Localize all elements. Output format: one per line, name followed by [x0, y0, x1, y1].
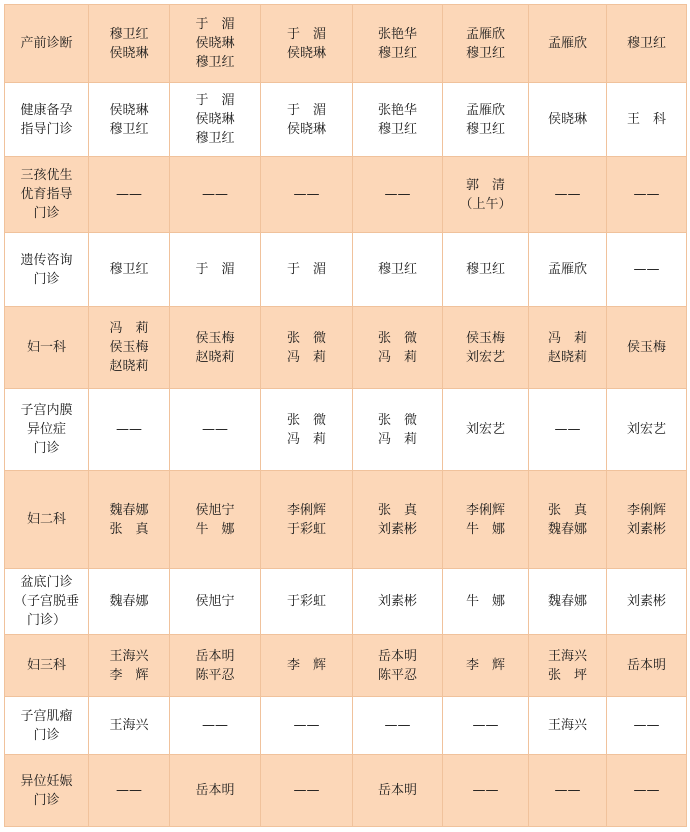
doctor-name: 岳本明 — [195, 648, 235, 664]
department-cell — [5, 307, 89, 389]
department-name: 三孩优生 — [20, 168, 73, 183]
schedule-cell — [353, 5, 443, 83]
doctor-name: 冯 莉 — [377, 431, 417, 447]
schedule-cell — [443, 83, 529, 157]
department-name: 妇三科 — [26, 658, 66, 673]
doctor-name: 穆卫红 — [109, 26, 149, 42]
doctor-name: 侯旭宁 — [195, 502, 235, 518]
schedule-cell — [607, 389, 687, 471]
empty-dash: —— — [202, 422, 228, 437]
schedule-cell — [89, 307, 170, 389]
schedule-cell — [529, 233, 607, 307]
schedule-cell — [443, 471, 529, 569]
schedule-cell — [443, 755, 529, 827]
doctor-name: 王 科 — [626, 112, 666, 127]
schedule-cell — [89, 471, 170, 569]
schedule-cell — [529, 5, 607, 83]
doctor-name: 牛 娜 — [195, 521, 235, 537]
schedule-cell — [353, 471, 443, 569]
doctor-name: 李俐辉 — [626, 502, 666, 518]
doctor-name: 穆卫红 — [465, 45, 505, 61]
doctor-name: 于 湄 — [195, 17, 235, 32]
schedule-cell — [89, 755, 170, 827]
department-name: 盆底门诊 — [20, 575, 73, 590]
schedule-cell — [353, 697, 443, 755]
doctor-name: 王海兴 — [547, 648, 587, 664]
schedule-cell — [89, 157, 170, 233]
schedule-cell — [353, 307, 443, 389]
doctor-name: 魏春娜 — [547, 521, 587, 537]
schedule-cell — [170, 697, 261, 755]
empty-dash: —— — [554, 422, 581, 437]
doctor-name: 孟雁欣 — [547, 262, 587, 277]
schedule-cell — [529, 307, 607, 389]
schedule-cell — [353, 635, 443, 697]
department-name: 指导门诊 — [20, 121, 73, 137]
schedule-cell — [261, 307, 353, 389]
schedule-cell — [529, 157, 607, 233]
department-name: 门诊 — [33, 727, 60, 743]
doctor-name: 孟雁欣 — [547, 36, 587, 51]
schedule-cell — [89, 389, 170, 471]
schedule-cell — [529, 471, 607, 569]
schedule-cell — [170, 307, 261, 389]
doctor-name: 张 微 — [377, 330, 417, 346]
department-cell — [5, 389, 89, 471]
schedule-cell — [353, 389, 443, 471]
doctor-name: 王海兴 — [547, 718, 587, 733]
department-cell — [5, 471, 89, 569]
table-row — [5, 307, 687, 389]
doctor-name: 张艳华 — [377, 26, 417, 42]
schedule-cell — [529, 755, 607, 827]
table-row — [5, 157, 687, 233]
table-row — [5, 389, 687, 471]
doctor-name: 张 坪 — [547, 667, 587, 683]
empty-dash: —— — [633, 262, 660, 277]
doctor-name: 陈平忍 — [377, 667, 417, 683]
department-name: 妇一科 — [26, 340, 66, 355]
doctor-name: 冯 莉 — [286, 431, 326, 447]
doctor-name: 穆卫红 — [465, 121, 505, 137]
doctor-name: 刘素彬 — [377, 594, 417, 609]
doctor-name: 张 微 — [377, 412, 417, 428]
department-cell — [5, 83, 89, 157]
schedule-cell — [607, 157, 687, 233]
schedule-cell — [261, 5, 353, 83]
department-cell — [5, 233, 89, 307]
empty-dash: —— — [633, 718, 660, 733]
doctor-name: 魏春娜 — [109, 594, 149, 609]
schedule-cell — [529, 569, 607, 635]
department-cell — [5, 755, 89, 827]
doctor-name: 于 湄 — [195, 93, 235, 108]
doctor-name: 魏春娜 — [547, 594, 587, 609]
schedule-cell — [89, 83, 170, 157]
schedule-cell — [261, 157, 353, 233]
doctor-name: 李俐辉 — [465, 502, 505, 518]
doctor-name: 张 真 — [109, 521, 149, 537]
schedule-cell — [607, 635, 687, 697]
schedule-cell — [607, 5, 687, 83]
schedule-cell — [170, 471, 261, 569]
schedule-cell — [261, 635, 353, 697]
department-cell — [5, 697, 89, 755]
doctor-name: 刘素彬 — [626, 594, 666, 609]
department-name: 子宫内膜 — [20, 403, 73, 418]
doctor-name: 于彩虹 — [286, 594, 326, 609]
table-row — [5, 697, 687, 755]
schedule-cell — [353, 157, 443, 233]
doctor-name: 郭 清 — [465, 177, 505, 193]
doctor-name: 刘宏艺 — [465, 422, 505, 437]
schedule-cell — [443, 569, 529, 635]
department-name: 门诊 — [33, 792, 60, 808]
schedule-cell — [607, 755, 687, 827]
empty-dash: —— — [384, 718, 411, 733]
schedule-cell — [261, 83, 353, 157]
schedule-cell — [529, 697, 607, 755]
schedule-cell — [89, 233, 170, 307]
department-name: 门诊 — [33, 271, 60, 287]
schedule-cell — [89, 569, 170, 635]
schedule-cell — [443, 157, 529, 233]
doctor-name: 侯晓琳 — [286, 121, 326, 137]
doctor-name: 王海兴 — [109, 718, 149, 733]
empty-dash: —— — [554, 187, 581, 202]
doctor-name: 侯晓琳 — [286, 45, 326, 61]
doctor-name: 岳本明 — [377, 648, 417, 664]
doctor-name: 张 真 — [377, 502, 417, 518]
doctor-name: 孟雁欣 — [465, 102, 505, 118]
schedule-cell — [261, 569, 353, 635]
doctor-name: 牛 娜 — [465, 594, 505, 609]
doctor-name: 岳本明 — [626, 658, 666, 673]
doctor-name: 侯玉梅 — [195, 330, 235, 346]
empty-dash: —— — [202, 718, 228, 733]
empty-dash: —— — [293, 783, 320, 798]
empty-dash: —— — [202, 187, 228, 202]
schedule-cell — [89, 5, 170, 83]
schedule-cell — [89, 635, 170, 697]
schedule-cell — [353, 755, 443, 827]
empty-dash: —— — [116, 422, 142, 437]
doctor-name: 穆卫红 — [377, 45, 417, 61]
doctor-name: 冯 莉 — [547, 330, 587, 346]
doctor-name: 刘素彬 — [377, 521, 417, 537]
doctor-name: 穆卫红 — [109, 262, 149, 277]
doctor-name: 岳本明 — [195, 783, 235, 798]
department-cell — [5, 157, 89, 233]
schedule-cell — [607, 307, 687, 389]
department-name: 门诊） — [26, 613, 66, 628]
doctor-name: 李 辉 — [109, 667, 149, 683]
doctor-name: 侯玉梅 — [109, 340, 149, 355]
schedule-cell — [261, 755, 353, 827]
schedule-cell — [607, 233, 687, 307]
doctor-name: 侯旭宁 — [195, 594, 235, 609]
table-row — [5, 5, 687, 83]
doctor-name: 张 微 — [286, 412, 326, 428]
department-name: （子宫脱垂 — [13, 594, 79, 609]
schedule-cell — [529, 389, 607, 471]
schedule-cell — [170, 755, 261, 827]
schedule-cell — [443, 307, 529, 389]
schedule-cell — [529, 635, 607, 697]
doctor-name: 牛 娜 — [465, 521, 505, 537]
empty-dash: —— — [293, 187, 320, 202]
schedule-cell — [170, 5, 261, 83]
schedule-cell — [170, 389, 261, 471]
department-cell — [5, 5, 89, 83]
doctor-name: 穆卫红 — [195, 131, 235, 146]
doctor-name: 刘宏艺 — [626, 422, 666, 437]
doctor-name: 穆卫红 — [465, 262, 505, 277]
schedule-cell — [261, 471, 353, 569]
schedule-cell — [443, 697, 529, 755]
doctor-name: 赵晓莉 — [547, 349, 587, 365]
schedule-cell — [353, 233, 443, 307]
doctor-name: 侯玉梅 — [626, 340, 666, 355]
doctor-name: 于 湄 — [195, 262, 235, 277]
schedule-cell — [443, 233, 529, 307]
department-name: 门诊 — [33, 206, 60, 221]
department-name: 门诊 — [33, 441, 60, 456]
doctor-name: 张 真 — [547, 502, 587, 518]
department-name: 遗传咨询 — [20, 252, 73, 268]
empty-dash: —— — [633, 783, 660, 798]
schedule-cell — [170, 83, 261, 157]
doctor-name: 穆卫红 — [109, 121, 149, 137]
table-row — [5, 635, 687, 697]
doctor-name: 穆卫红 — [377, 121, 417, 137]
schedule-cell — [261, 389, 353, 471]
doctor-name: 刘宏艺 — [465, 349, 505, 365]
doctor-name: 陈平忍 — [195, 667, 235, 683]
doctor-name: 冯 莉 — [377, 349, 417, 365]
doctor-name: 侯晓琳 — [195, 36, 235, 51]
doctor-name: 王海兴 — [109, 648, 149, 664]
doctor-name: 孟雁欣 — [465, 26, 505, 42]
department-name: 产前诊断 — [20, 36, 73, 51]
doctor-name: 刘素彬 — [626, 521, 666, 537]
doctor-name: 冯 莉 — [109, 321, 149, 336]
schedule-cell — [353, 569, 443, 635]
empty-dash: —— — [384, 187, 411, 202]
empty-dash: —— — [116, 187, 142, 202]
empty-dash: —— — [633, 187, 660, 202]
doctor-name: 赵晓莉 — [109, 359, 149, 374]
doctor-name: 于彩虹 — [286, 521, 326, 537]
schedule-cell — [443, 5, 529, 83]
schedule-sheet — [4, 4, 687, 827]
schedule-cell — [443, 389, 529, 471]
schedule-body — [5, 5, 687, 827]
schedule-cell — [529, 83, 607, 157]
doctor-name: 于 湄 — [286, 26, 326, 42]
schedule-cell — [353, 83, 443, 157]
doctor-name: 魏春娜 — [109, 502, 149, 518]
empty-dash: —— — [116, 783, 142, 798]
department-name: 异位妊娠 — [20, 773, 73, 789]
clinic-schedule-table — [4, 4, 687, 827]
doctor-name: 侯玉梅 — [465, 330, 505, 346]
doctor-name: 李 辉 — [286, 658, 326, 673]
schedule-cell — [443, 635, 529, 697]
empty-dash: —— — [472, 783, 499, 798]
department-name: 健康备孕 — [20, 102, 73, 118]
schedule-cell — [261, 697, 353, 755]
department-name: 优育指导 — [20, 187, 73, 202]
table-row — [5, 755, 687, 827]
schedule-cell — [89, 697, 170, 755]
table-row — [5, 471, 687, 569]
schedule-cell — [170, 157, 261, 233]
doctor-name: 穆卫红 — [377, 262, 417, 277]
doctor-name: 侯晓琳 — [547, 112, 587, 127]
schedule-cell — [607, 83, 687, 157]
schedule-cell — [170, 569, 261, 635]
doctor-name: 张 微 — [286, 330, 326, 346]
doctor-name: 侯晓琳 — [195, 112, 235, 127]
schedule-cell — [261, 233, 353, 307]
doctor-name: 侯晓琳 — [109, 45, 149, 61]
department-cell — [5, 635, 89, 697]
schedule-cell — [607, 471, 687, 569]
doctor-name: 冯 莉 — [286, 349, 326, 365]
doctor-name: 张艳华 — [377, 102, 417, 118]
doctor-name: 于 湄 — [286, 262, 326, 277]
table-row — [5, 233, 687, 307]
doctor-name: （上午） — [459, 196, 512, 212]
empty-dash: —— — [472, 718, 499, 733]
table-row — [5, 569, 687, 635]
doctor-name: 侯晓琳 — [109, 102, 149, 118]
doctor-name: 穆卫红 — [195, 55, 235, 70]
doctor-name: 于 湄 — [286, 102, 326, 118]
doctor-name: 岳本明 — [377, 783, 417, 798]
department-name: 妇二科 — [26, 512, 66, 527]
doctor-name: 赵晓莉 — [195, 349, 235, 365]
schedule-cell — [607, 569, 687, 635]
empty-dash: —— — [293, 718, 320, 733]
department-cell — [5, 569, 89, 635]
doctor-name: 李 辉 — [465, 658, 505, 673]
doctor-name: 李俐辉 — [286, 502, 326, 518]
table-row — [5, 83, 687, 157]
schedule-cell — [607, 697, 687, 755]
schedule-cell — [170, 635, 261, 697]
doctor-name: 穆卫红 — [626, 36, 666, 51]
schedule-cell — [170, 233, 261, 307]
department-name: 异位症 — [26, 422, 66, 437]
empty-dash: —— — [554, 783, 581, 798]
department-name: 子宫肌瘤 — [20, 708, 73, 724]
